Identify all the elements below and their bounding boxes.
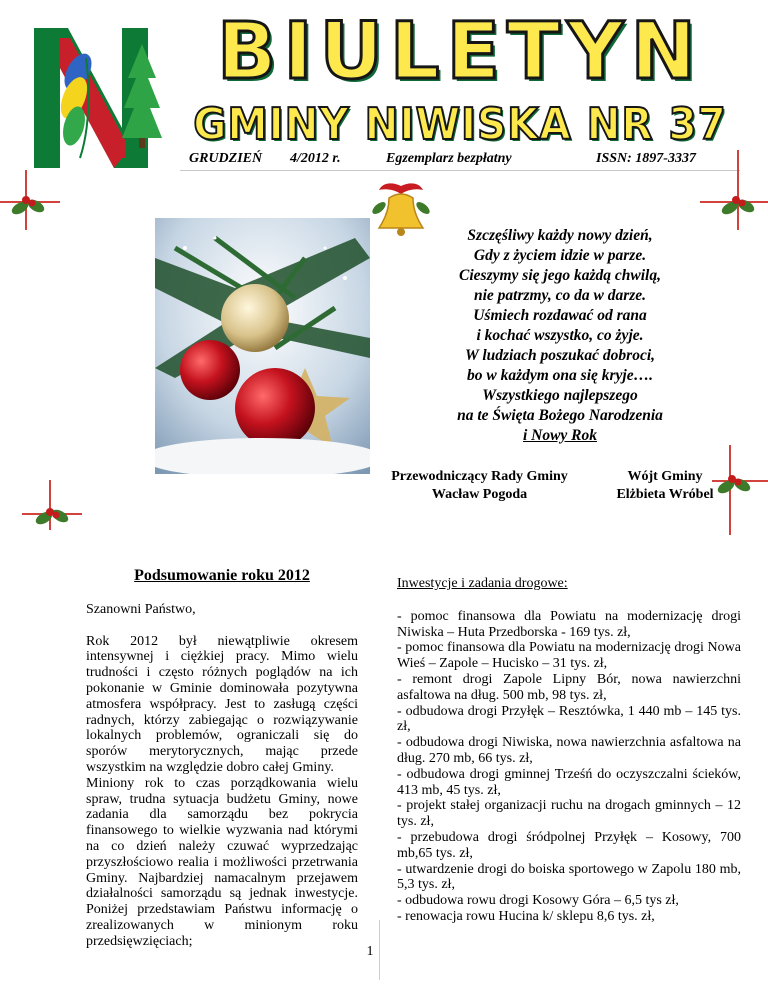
issue-month: GRUDZIEŃ (189, 151, 263, 166)
signer-name: Wacław Pogoda (431, 487, 528, 502)
poem-line: i kochać wszystko, co żyje. (476, 327, 644, 344)
poem-line: Wszystkiego najlepszego (482, 387, 638, 404)
poem-line: Cieszymy się jego każdą chwilą, (459, 267, 661, 284)
article-heading: Podsumowanie roku 2012 (134, 567, 310, 584)
article-greeting: Szanowni Państwo, (86, 601, 196, 617)
newsletter-title: BIULETYN (217, 7, 703, 97)
poem-line: Gdy z życiem idzie w parze. (473, 247, 647, 264)
newsletter-subtitle: GMINY NIWISKA NR 37 (193, 99, 727, 150)
holly-corner-decoration-top-left (0, 170, 60, 230)
article-paragraph: Miniony rok to czas porządkowania wielu spraw, trudna sytuacja budżetu Gminy, nowe zadania dla samorządu bez pokrycia finansowego to wielkie wyzwania nad którymi na co dzień należy czuwać wyprzedzając przyszłościowo realia i możliwości przetrwania Gminy. Najbardziej namacalnym przejawem działalności samorządu są jednak inwestycje. Poniżej przedstawiam Państwu informację o zrealizowanych w minionym roku przedsięwzięciach; (86, 775, 358, 949)
list-item: - utwardzenie drogi do boiska sportowego w Zapolu 180 mb, 5,3 tys. zł, (397, 861, 741, 893)
poem-line: i Nowy Rok (522, 427, 598, 444)
poem-line: Uśmiech rozdawać od rana (473, 307, 647, 324)
signer-role: Wójt Gminy (627, 469, 703, 484)
christmas-ornaments-photo (155, 218, 370, 474)
list-item: - odbudowa drogi Przyłęk – Resztówka, 1 440 mb – 145 tys. zł, (397, 703, 741, 735)
signer-name: Elżbieta Wróbel (616, 487, 714, 502)
christmas-poem (395, 226, 725, 446)
list-item: - pomoc finansowa dla Powiatu na modernizację drogi Nowa Wieś – Zapole – Hucisko – 31 tys. zł, (397, 640, 741, 672)
list-item: - renowacja rowu Hucina k/ sklepu 8,6 tys. zł, (397, 908, 655, 924)
year-summary-article (86, 568, 358, 950)
list-item: - pomoc finansowa dla Powiatu na modernizację drogi Niwiska – Huta Przedborska - 169 tys. zł, (397, 608, 741, 640)
signer-role: Przewodniczący Rady Gminy (391, 469, 568, 484)
poem-line: bo w każdym ona się kryje…. (467, 367, 653, 384)
poem-line: W ludziach poszukać dobroci, (464, 347, 656, 364)
gmina-logo (30, 18, 180, 170)
investments-article (397, 576, 741, 925)
list-item: - projekt stałej organizacji ruchu na drogach gminnych – 12 tys. zł, (397, 798, 741, 830)
article-body (86, 634, 358, 950)
free-copy-note: Egzemplarz bezpłatny (386, 151, 512, 166)
signature-council-chair (372, 468, 587, 504)
list-item: - odbudowa drogi Niwiska, nowa nawierzchnia asfaltowa na dług. 270 mb, 66 tys. zł, (397, 735, 741, 766)
holly-corner-decoration-bottom-left (22, 480, 82, 530)
list-item: - odbudowa rowu drogi Kosowy Góra – 6,5 tys zł, (397, 893, 679, 909)
investments-list (397, 609, 741, 925)
header-rule (180, 170, 740, 171)
poem-line: nie patrzmy, co da w darze. (473, 287, 647, 304)
list-item: - odbudowa drogi gminnej Trześń do oczyszczalni ścieków, 413 mb, 45 tys. zł, (397, 766, 741, 798)
investments-heading: Inwestycje i zadania drogowe: (397, 576, 568, 591)
signature-mayor (590, 468, 740, 504)
list-item: - remont drogi Zapole Lipny Bór, nowa nawierzchni asfaltowa na dług. 500 mb, 98 tys. zł, (397, 671, 741, 703)
issn: ISSN: 1897-3337 (596, 151, 696, 166)
holly-corner-decoration-top-right (700, 150, 768, 230)
article-paragraph: Rok 2012 był niewątpliwie okresem intensywnej i ciężkiej pracy. Mimo wielu trudności i często różnych poglądów na ich pokonanie w Gminie dominowała pozytywna atmosfera współpracy. Jest to zasługą części radnych, którzy zabiegając o rozwiązywanie lokalnych problemów, ograniczali się do sporów merytorycznych, mając przede wszystkim na względzie dobro całej Gminy. (86, 633, 358, 775)
poem-line: na te Święta Bożego Narodzenia (457, 407, 663, 424)
page-number: 1 (366, 944, 374, 959)
poem-line: Szczęśliwy każdy nowy dzień, (467, 227, 653, 244)
list-item: - przebudowa drogi śródpolnej Przyłęk – Kosowy, 700 mb,65 tys. zł, (397, 829, 741, 861)
issue-number: 4/2012 r. (290, 151, 341, 166)
